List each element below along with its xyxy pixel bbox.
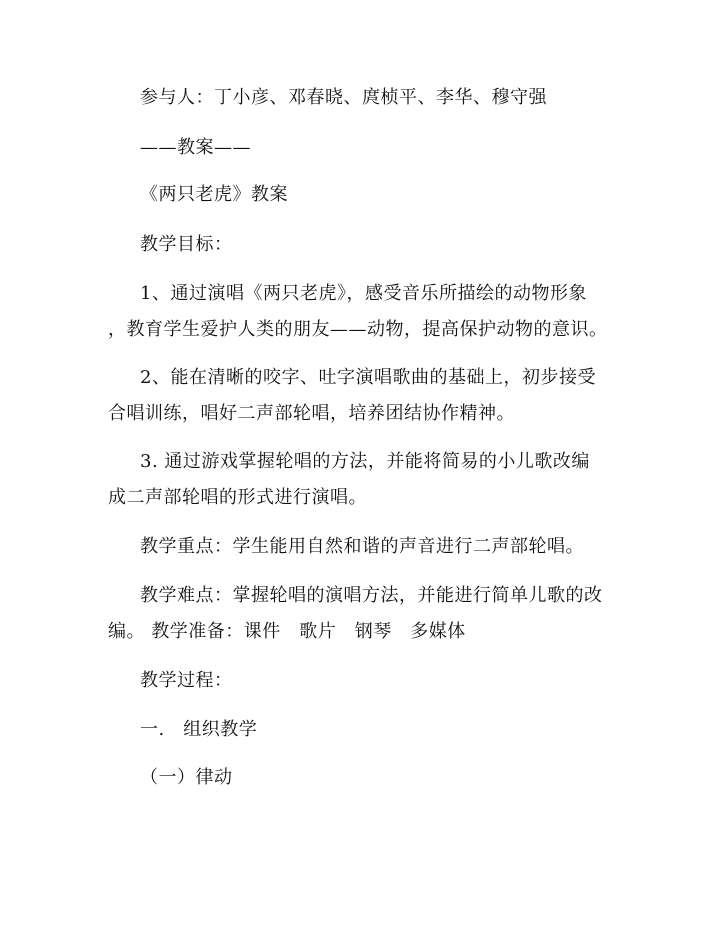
objective-1-line-1: 1、通过演唱《两只老虎》，感受音乐所描绘的动物形象 (140, 283, 587, 304)
process-heading: 教学过程： (140, 670, 233, 691)
objective-1-line-2: ，教育学生爱护人类的朋友——动物，提高保护动物的意识。 (108, 319, 608, 340)
key-point: 教学重点：学生能用自然和谐的声音进行二声部轮唱。 (140, 536, 584, 557)
step-1: 一. 组织教学 (140, 719, 258, 740)
objective-2-line-2: 合唱训练，唱好二声部轮唱，培养团结协作精神。 (108, 403, 515, 424)
lesson-title: 《两只老虎》教案 (140, 184, 288, 205)
objective-2-line-1: 2、能在清晰的咬字、吐字演唱歌曲的基础上，初步接受 (140, 367, 596, 388)
difficulty-line-1: 教学难点：掌握轮唱的演唱方法，并能进行简单儿歌的改 (140, 585, 603, 606)
objective-3-line-2: 成二声部轮唱的形式进行演唱。 (108, 487, 367, 508)
difficulty-line-2: 编。 教学准备：课件 歌片 钢琴 多媒体 (108, 621, 466, 642)
participants-line: 参与人：丁小彦、邓春晓、庹桢平、李华、穆守强 (140, 87, 547, 108)
objective-3-line-1: 3. 通过游戏掌握轮唱的方法，并能将简易的小儿歌改编 (140, 451, 590, 472)
step-1-sub: （一）律动 (140, 767, 233, 788)
objectives-heading: 教学目标： (140, 234, 233, 255)
section-title: ——教案—— (140, 137, 251, 158)
